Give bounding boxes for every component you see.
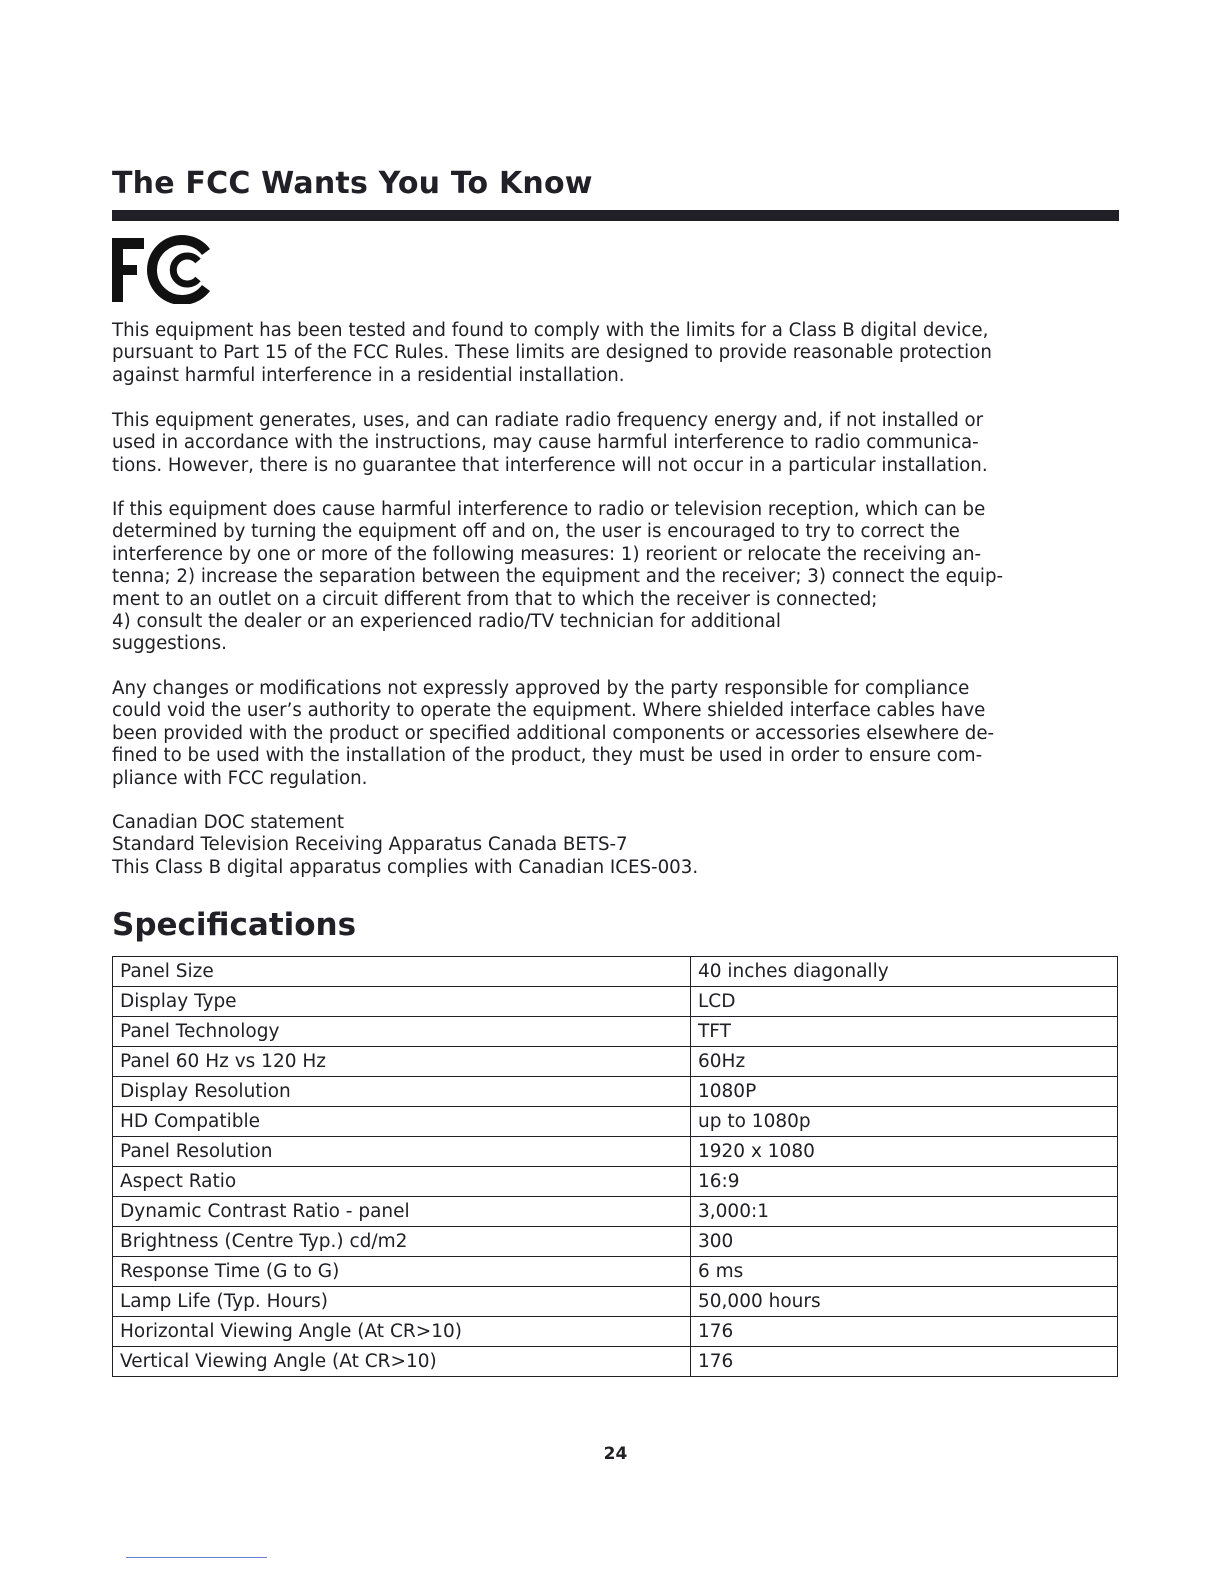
table-row [113,1197,1118,1227]
spec-label: Brightness (Centre Typ.) cd/m2 [113,1227,691,1257]
spec-label: Panel Resolution [113,1137,691,1167]
table-row [113,1287,1118,1317]
specifications-table [112,956,1118,1377]
spec-value: TFT [691,1017,1118,1047]
spec-value: LCD [691,987,1118,1017]
spec-value: 176 [691,1317,1118,1347]
spec-value: 40 inches diagonally [691,957,1118,987]
footer-link-underline [126,1557,267,1558]
spec-label: Horizontal Viewing Angle (At CR>10) [113,1317,691,1347]
table-row [113,1137,1118,1167]
table-row [113,987,1118,1017]
manual-page [112,0,1119,1584]
spec-label: Panel Technology [113,1017,691,1047]
spec-label: Dynamic Contrast Ratio - panel [113,1197,691,1227]
spec-label: HD Compatible [113,1107,691,1137]
spec-label: Vertical Viewing Angle (At CR>10) [113,1347,691,1377]
table-row [113,1347,1118,1377]
canadian-doc-statement: Canadian DOC statement Standard Television Receiving Apparatus Canada BETS-7 This Class B digital apparatus complies with Canadian ICES-003. [112,812,699,878]
spec-value: 16:9 [691,1167,1118,1197]
title-rule-divider [112,210,1119,221]
spec-value: 300 [691,1227,1118,1257]
spec-value: 3,000:1 [691,1197,1118,1227]
spec-label: Aspect Ratio [113,1167,691,1197]
table-row [113,1017,1118,1047]
fcc-paragraph-modifications: Any changes or modifications not expressly approved by the party responsible for compliance could void the user’s authority to operate the equipment. Where shielded interface cables have been provided with the product or specified additional components or accessories elsewhere de- fined to be used with the installation of the product, they must be used in order to ensure com- pliance with FCC regulation. [112,678,995,789]
page-number: 24 [603,1444,628,1464]
spec-value: 60Hz [691,1047,1118,1077]
table-row [113,1107,1118,1137]
table-row [113,1317,1118,1347]
table-row [113,1257,1118,1287]
fcc-paragraph-radio-energy: This equipment generates, uses, and can radiate radio frequency energy and, if not installed or used in accordance with the instructions, may cause harmful interference to radio communica- tions. However, there is no guarantee that interference will not occur in a particular installation. [112,410,988,476]
spec-value: 1920 x 1080 [691,1137,1118,1167]
spec-label: Display Type [113,987,691,1017]
spec-value: 6 ms [691,1257,1118,1287]
fcc-logo-icon [112,234,210,304]
spec-label: Lamp Life (Typ. Hours) [113,1287,691,1317]
table-row [113,1047,1118,1077]
fcc-paragraph-measures: If this equipment does cause harmful interference to radio or television reception, which can be determined by turning the equipment off and on, the user is encouraged to try to correct the interference by one or more of the following measures: 1) reorient or relocate the receiving an- tenna; 2) increase the separation between the equipment and the receiver; 3) connect the equip- ment to an outlet on a circuit different from that to which the receiver is connected; 4) consult the dealer or an experienced radio/TV technician for additional suggestions. [112,499,1004,655]
spec-value: 50,000 hours [691,1287,1118,1317]
spec-value: 1080P [691,1077,1118,1107]
specifications-title: Specifications [112,907,357,943]
spec-label: Response Time (G to G) [113,1257,691,1287]
table-row [113,957,1118,987]
spec-value: up to 1080p [691,1107,1118,1137]
spec-value: 176 [691,1347,1118,1377]
table-row [113,1227,1118,1257]
table-row [113,1167,1118,1197]
fcc-section-title: The FCC Wants You To Know [112,166,593,201]
spec-label: Panel Size [113,957,691,987]
fcc-paragraph-compliance: This equipment has been tested and found to comply with the limits for a Class B digital device, pursuant to Part 15 of the FCC Rules. These limits are designed to provide reasonable protection against harmful interference in a residential installation. [112,320,992,386]
table-row [113,1077,1118,1107]
spec-label: Display Resolution [113,1077,691,1107]
spec-label: Panel 60 Hz vs 120 Hz [113,1047,691,1077]
